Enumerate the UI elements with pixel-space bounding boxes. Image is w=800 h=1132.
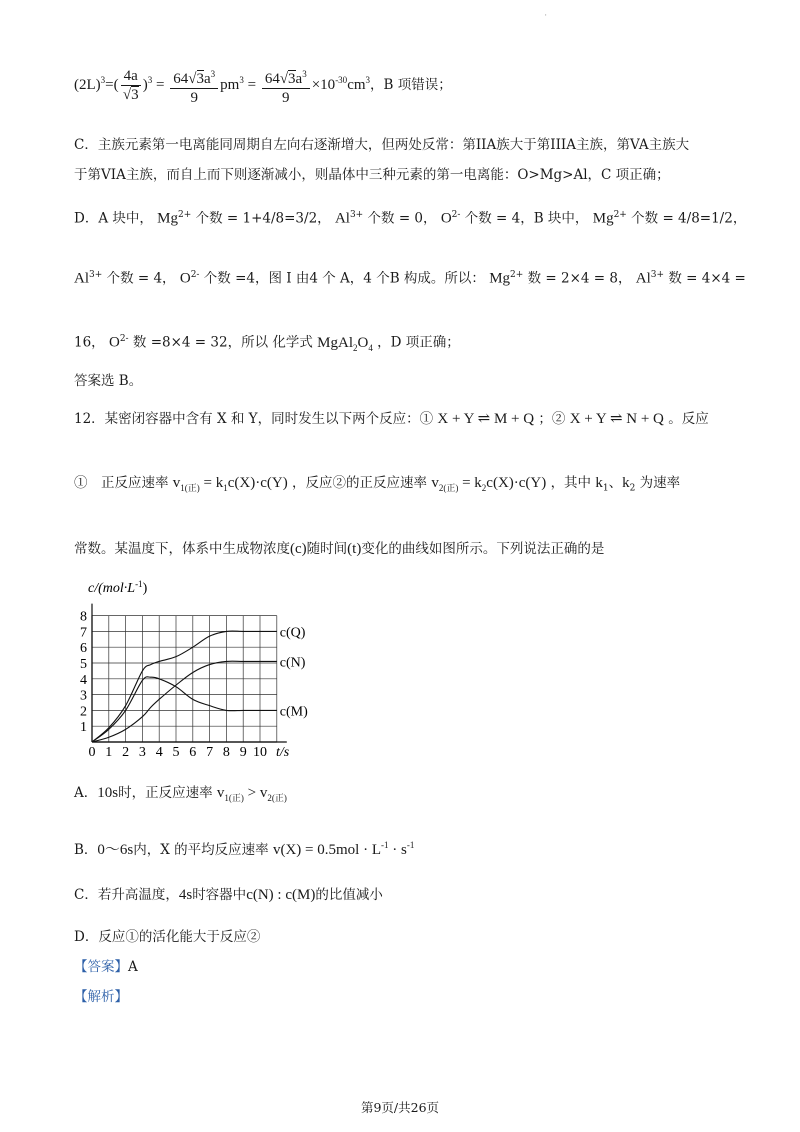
opt-c-ratio: c(N) : c(M) xyxy=(246,887,316,903)
answer-tag: 【答案】 xyxy=(74,959,128,975)
answer-value: A xyxy=(128,959,138,975)
q3-b: 随时间 xyxy=(306,541,348,557)
q3-c: 变化的曲线如图所示。下列说法正确的是 xyxy=(361,541,605,557)
opt-b-exp1: -1 xyxy=(381,840,389,850)
series-line xyxy=(92,631,277,742)
x-tick-label: 6 xyxy=(189,745,197,760)
v1: v xyxy=(172,475,181,491)
question-12-line-1 xyxy=(74,408,740,430)
x-tick-label: 2 xyxy=(122,745,130,760)
frac2-a: a xyxy=(204,70,211,87)
k1-sub: 1 xyxy=(223,483,228,493)
option-d: D．反应①的活化能大于反应② xyxy=(74,929,261,945)
formula-lhs: (2L) xyxy=(74,77,101,93)
k-1-sub: 1 xyxy=(602,483,609,494)
option-a xyxy=(74,782,740,809)
y-tick-label: 7 xyxy=(80,625,87,641)
option-b xyxy=(74,834,740,861)
opt-a-text: 时，正反应速率 xyxy=(118,785,213,801)
formula-sub-4: 4 xyxy=(368,342,373,353)
x-tick-label: 7 xyxy=(206,745,214,760)
y-tick-label: 4 xyxy=(80,672,87,688)
opt-b-s: · s xyxy=(388,842,407,858)
frac-64root3-9-b xyxy=(262,65,310,107)
d3-suffix: ，D 项正确； xyxy=(377,334,460,351)
r1-prefix: ① 正反应速率 xyxy=(74,475,169,491)
d-prefix: D．A 块中， xyxy=(74,210,153,227)
formula-eq2: = xyxy=(247,77,257,93)
d3-prefix: 16， xyxy=(74,334,105,351)
v2: v xyxy=(431,475,439,491)
v1-sub: 1(正) xyxy=(180,483,200,493)
opt-c-prefix: C．若升高温度， xyxy=(74,887,179,903)
k2-sub: 2 xyxy=(481,483,487,493)
opt-b-time: 0～6s xyxy=(97,842,134,858)
d-count-1: 个数 = 1+4/8=3/2， xyxy=(195,210,331,227)
d2-count-1: 个数 = 4， xyxy=(106,270,176,287)
q3-a: 常数。某温度下，体系中生成物浓度 xyxy=(74,541,290,557)
k-2-sub: 2 xyxy=(629,483,636,494)
opt-c-text: 时容器中 xyxy=(192,887,247,903)
y-tick-label: 3 xyxy=(80,688,87,704)
option-c xyxy=(74,884,740,906)
frac-4a-root3 xyxy=(121,67,141,104)
formula-eq-paren: =( xyxy=(105,77,119,93)
page-footer: 第9页/共26页 xyxy=(360,1100,440,1115)
y-tick-label: 1 xyxy=(80,720,87,736)
k-sep: 、 xyxy=(608,475,623,491)
rate-1-expression xyxy=(173,475,288,491)
ion-al-c-charge: 3+ xyxy=(650,270,665,280)
frac1-denominator: √3 xyxy=(122,87,139,104)
opt-b-text: 内，X 的平均反应速率 xyxy=(133,842,269,858)
q12-mid: ；② xyxy=(538,411,566,427)
concentration-time-chart xyxy=(60,578,320,768)
ion-o-c-charge: 2- xyxy=(119,334,129,344)
formula-eq: = xyxy=(156,77,165,93)
formula-exp: 3 xyxy=(100,75,106,85)
unit-pm-exp: 3 xyxy=(239,75,244,85)
v1-expr: = k xyxy=(199,475,224,491)
x-tick-label: 0 xyxy=(88,745,96,760)
d-count-2: 个数 = 0， xyxy=(367,210,437,227)
chemical-formula xyxy=(317,335,373,351)
ion-mg-charge: 2+ xyxy=(178,210,192,220)
opt-b-prefix: B． xyxy=(74,842,98,858)
opt-a-v1-sub: 1(正) xyxy=(224,793,244,803)
unit-cm-exp: 3 xyxy=(365,75,371,85)
formula-o: O xyxy=(357,334,369,351)
d2-count-4: 数 = 4×4 = xyxy=(668,270,746,287)
frac3-numerator: $64√3a^3$ xyxy=(262,65,310,89)
x-tick-label: 5 xyxy=(172,745,180,760)
opt-c-suffix: 的比值减小 xyxy=(315,887,383,903)
opt-a-expr xyxy=(217,785,287,801)
exp-neg30: -30 xyxy=(335,75,348,85)
option-c-explanation-2: 于第VIA主族，而自上而下则逐渐减小，则晶体中三种元素的第一电离能：O>Mg>Al，C 项正确； xyxy=(74,167,670,183)
unit-pm: pm xyxy=(220,77,240,93)
chart-curves xyxy=(92,625,308,742)
opt-a-time: 10s xyxy=(97,785,119,801)
frac3-a: a xyxy=(295,70,303,87)
x-tick-label: 1 xyxy=(105,745,113,760)
opt-a-prefix: A． xyxy=(74,785,98,801)
answer-line xyxy=(74,956,740,978)
option-d-line-3 xyxy=(74,328,740,359)
ion-mg-b: Mg xyxy=(592,210,614,227)
chart-grid xyxy=(92,604,287,742)
y-tick-label: 6 xyxy=(80,641,87,657)
formula-sub-2: 2 xyxy=(353,342,358,353)
frac1-numerator: 4a xyxy=(121,67,141,86)
frac3-radicand: 3 xyxy=(288,70,296,87)
opt-b-exp2: -1 xyxy=(406,840,415,850)
ion-o: O xyxy=(440,210,452,227)
series-label: c(M) xyxy=(279,704,308,720)
opt-a-v1: v xyxy=(216,785,225,801)
frac2-numerator: $64√3a^3$ xyxy=(170,65,218,89)
y-tick-label: 2 xyxy=(80,704,87,720)
c-symbol: (c) xyxy=(290,541,307,557)
ion-mg-c: Mg xyxy=(489,270,511,287)
ion-o-b: O xyxy=(179,270,191,287)
times-ten: ×10 xyxy=(311,77,336,93)
option-d-line-1 xyxy=(74,204,747,230)
reaction-2: X + Y ⇌ N + Q xyxy=(569,411,664,427)
ion-o-b-charge: 2- xyxy=(190,270,200,280)
v1-rest: c(X)·c(Y) xyxy=(227,475,288,491)
frac-64root3-9 xyxy=(170,65,218,107)
analysis-tag: 【解析】 xyxy=(74,989,128,1005)
d2-count-2: 个数 =4，图 I 由4 个 A，4 个B 构成。所以： xyxy=(203,270,485,287)
x-tick-label: 9 xyxy=(239,745,247,760)
x-axis-label: t/s xyxy=(276,745,290,760)
d-count-3: 个数 = 4，B 块中， xyxy=(464,210,589,227)
frac3-coef: 64 xyxy=(264,70,280,87)
d-count-4: 个数 = 4/8=1/2， xyxy=(631,210,747,227)
r1-end: 为速率 xyxy=(639,475,681,491)
x-tick-label: 8 xyxy=(222,745,230,760)
opt-b-rate: v(X) = 0.5mol · L xyxy=(272,842,381,858)
ion-mg-c-charge: 2+ xyxy=(510,270,524,280)
ion-al-charge: 3+ xyxy=(349,210,364,220)
opt-c-time: 4s xyxy=(178,887,193,903)
v2-rest: c(X)·c(Y) xyxy=(486,475,547,491)
formula-exp2: 3 xyxy=(147,75,153,85)
series-label: c(Q) xyxy=(279,625,306,641)
frac2-radicand: 3 xyxy=(196,70,204,87)
analysis-line xyxy=(74,986,740,1008)
ion-al: Al xyxy=(334,210,350,227)
v2-expr: = k xyxy=(458,475,482,491)
formula-mgal: MgAl xyxy=(317,334,354,351)
volume-formula-line xyxy=(74,60,740,106)
y-tick-label: 8 xyxy=(80,609,87,625)
frac1-radicand: 3 xyxy=(131,87,139,104)
unit-cm: cm xyxy=(347,77,366,93)
x-tick-label: 4 xyxy=(155,745,163,760)
ion-mg-b-charge: 2+ xyxy=(613,210,627,220)
d3-count: 数 =8×4 = 32，所以 化学式 xyxy=(132,334,313,351)
d2-count-3: 数 = 2×4 = 8， xyxy=(527,270,632,287)
frac2-coef: 64 xyxy=(173,70,189,87)
option-d-line-2 xyxy=(74,264,746,290)
series-line xyxy=(92,661,277,742)
frac3-exp: 3 xyxy=(302,68,307,79)
formula-suffix: ，B 项错误； xyxy=(370,77,452,93)
ion-al-b: Al xyxy=(74,270,89,287)
x-tick-label: 3 xyxy=(138,745,146,760)
r1-mid: ，反应②的正反应速率 xyxy=(292,475,428,491)
y-axis-label: $c/(mol\cdot L^{-1})$ xyxy=(88,579,148,596)
y-tick-label: 5 xyxy=(80,657,87,672)
series-label: c(N) xyxy=(279,655,306,671)
q12-prefix: 12．某密闭容器中含有 X 和 Y，同时发生以下两个反应：① xyxy=(74,411,434,427)
v2-sub: 2(正) xyxy=(438,483,459,493)
x-tick-label: 10 xyxy=(253,745,267,760)
ion-al-b-charge: 3+ xyxy=(89,270,103,280)
ion-o-c: O xyxy=(108,334,120,351)
formula-paren-close: ) xyxy=(142,77,148,93)
question-12-line-2 xyxy=(74,472,740,500)
opt-a-gt: > v xyxy=(243,785,268,801)
opt-a-v2-sub: 2(正) xyxy=(267,793,287,803)
q12-suffix: 。反应 xyxy=(668,411,709,427)
frac2-denominator: 9 xyxy=(190,89,198,106)
scan-mark: ' xyxy=(545,14,547,21)
reaction-1: X + Y ⇌ M + Q xyxy=(437,411,535,427)
r1-tail: ，其中 xyxy=(550,475,592,491)
t-symbol: (t) xyxy=(347,541,362,557)
frac3-denominator: 9 xyxy=(282,89,290,106)
rate-2-expression xyxy=(431,475,546,491)
answer-select-b: 答案选 B。 xyxy=(74,373,143,389)
ion-al-c: Al xyxy=(635,270,651,287)
k-2: k xyxy=(622,475,630,491)
option-c-explanation-1: C．主族元素第一电离能同周期自左向右逐渐增大，但两处反常：第IIA族大于第IIIA主族，第VA主族大 xyxy=(74,137,690,153)
frac2-exp: 3 xyxy=(210,68,216,79)
opt-b-expr xyxy=(273,842,414,858)
k-1: k xyxy=(595,475,603,491)
ion-mg: Mg xyxy=(157,210,179,227)
question-12-line-3 xyxy=(74,538,740,560)
ion-o-charge: 2- xyxy=(451,210,461,220)
